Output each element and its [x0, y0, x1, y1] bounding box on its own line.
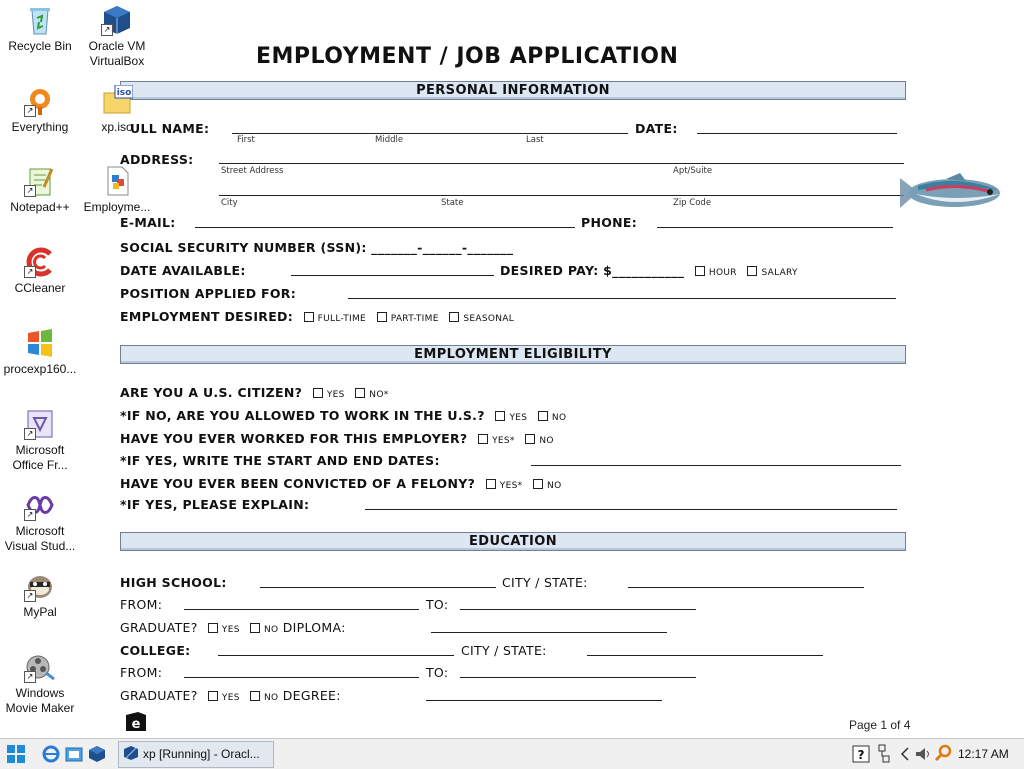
diploma-line[interactable]	[431, 632, 667, 633]
high-school-graduate-no-option: NO	[264, 625, 279, 635]
movie-maker-icon: ↗	[24, 651, 56, 683]
first-name-caption: First	[237, 135, 255, 145]
desktop-icon-ccleaner[interactable]: ↗ CCleaner	[0, 246, 80, 296]
college-graduate-label: GRADUATE?	[120, 688, 198, 703]
work-allowed-question-row	[120, 408, 566, 423]
college-graduate-no-checkbox[interactable]	[250, 691, 260, 701]
phone-label: PHONE:	[581, 215, 638, 230]
part-time-checkbox[interactable]	[377, 312, 387, 322]
desktop-icon-mypal[interactable]: ↗ MyPal	[0, 570, 80, 620]
start-end-dates-label: *IF YES, WRITE THE START AND END DATES:	[120, 453, 440, 468]
desktop-icon-everything[interactable]: ↗ Everything	[0, 85, 80, 135]
virtualbox-task-icon	[123, 745, 139, 761]
svg-text:iso: iso	[116, 88, 132, 98]
worked-before-question: HAVE YOU EVER WORKED FOR THIS EMPLOYER?	[120, 431, 468, 446]
network-tray-icon[interactable]	[877, 744, 891, 769]
high-school-graduate-yes-option: YES	[221, 625, 240, 635]
visual-studio-icon: ↗	[24, 489, 56, 521]
svg-text:?: ?	[857, 748, 865, 762]
citizen-question: ARE YOU A U.S. CITIZEN?	[120, 385, 303, 400]
high-school-graduate-row	[120, 620, 346, 635]
college-graduate-row	[120, 688, 341, 703]
office-icon: ↗	[24, 408, 56, 440]
work-allowed-question: *IF NO, ARE YOU ALLOWED TO WORK IN THE U.S.?	[120, 408, 485, 423]
high-school-graduate-yes-checkbox[interactable]	[208, 623, 218, 633]
position-applied-label: POSITION APPLIED FOR:	[120, 286, 297, 301]
taskbar-task-virtualbox-xp[interactable]	[118, 741, 274, 768]
college-graduate-no-option: NO	[264, 693, 279, 703]
last-name-caption: Last	[526, 135, 544, 145]
citizen-no-option: NO*	[369, 390, 389, 400]
date-available-label: DATE AVAILABLE:	[120, 263, 246, 278]
email-label: E-MAIL:	[120, 215, 176, 230]
desktop-icon-procexp[interactable]: procexp160...	[0, 327, 80, 377]
desktop-icon-movie-maker[interactable]: ↗ Windows Movie Maker	[0, 651, 80, 716]
document-title: EMPLOYMENT / JOB APPLICATION	[256, 44, 679, 69]
high-school-graduate-no-checkbox[interactable]	[250, 623, 260, 633]
apt-suite-caption: Apt/Suite	[673, 166, 713, 176]
high-school-graduate-label: GRADUATE?	[120, 620, 198, 635]
section-education: EDUCATION	[120, 532, 906, 551]
diploma-label: DIPLOMA:	[282, 620, 346, 635]
worked-before-yes-checkbox[interactable]	[478, 434, 488, 444]
search-tray-icon[interactable]	[934, 744, 952, 767]
college-city-state-label: CITY / STATE:	[461, 643, 547, 658]
citizen-no-checkbox[interactable]	[355, 388, 365, 398]
start-end-dates-line[interactable]	[531, 465, 901, 466]
taskbar	[0, 738, 1024, 769]
middle-name-caption: Middle	[375, 135, 404, 145]
date-line[interactable]	[697, 133, 897, 134]
page-indicator: Page 1 of 4	[849, 718, 911, 732]
citizen-yes-option: YES	[326, 390, 345, 400]
desktop-icon-virtualbox[interactable]: ↗ Oracle VM VirtualBox	[77, 4, 157, 69]
speaker-tray-icon[interactable]	[914, 745, 932, 768]
desired-pay-row	[500, 263, 798, 278]
college-city-state-line[interactable]	[587, 655, 823, 656]
felony-no-checkbox[interactable]	[533, 479, 543, 489]
position-applied-line[interactable]	[348, 298, 896, 299]
college-to-line[interactable]	[460, 677, 696, 678]
desktop-fish-icon	[896, 172, 1006, 214]
document-file-icon	[101, 165, 133, 197]
college-graduate-yes-checkbox[interactable]	[208, 691, 218, 701]
svg-text:e: e	[131, 717, 141, 732]
zip-caption: Zip Code	[673, 198, 712, 208]
recycle-bin-icon	[24, 4, 56, 36]
part-time-option: PART-TIME	[390, 314, 439, 324]
phone-line[interactable]	[657, 227, 893, 228]
college-line[interactable]	[218, 655, 454, 656]
felony-question: HAVE YOU EVER BEEN CONVICTED OF A FELONY?	[120, 476, 476, 491]
citizen-question-row	[120, 385, 389, 400]
high-school-city-state-line[interactable]	[628, 587, 864, 588]
desired-pay-label: DESIRED PAY: $___________	[500, 263, 685, 278]
college-label: COLLEGE:	[120, 643, 191, 658]
notepad-plus-plus-icon: ↗	[24, 165, 56, 197]
college-from-line[interactable]	[184, 677, 419, 678]
seasonal-checkbox[interactable]	[449, 312, 459, 322]
felony-no-option: NO	[547, 481, 562, 491]
employment-desired-label: EMPLOYMENT DESIRED:	[120, 309, 294, 324]
full-name-line[interactable]	[232, 133, 628, 134]
taskbar-clock[interactable]: 12:17 AM	[958, 747, 1009, 761]
start-button[interactable]	[6, 744, 26, 764]
full-time-checkbox[interactable]	[304, 312, 314, 322]
quicklaunch-explorer-icon[interactable]	[65, 745, 83, 768]
city-caption: City	[221, 198, 238, 208]
street-address-line[interactable]	[219, 163, 904, 164]
desktop-icon-employment-doc[interactable]: Employme...	[77, 165, 157, 215]
section-employment-eligibility: EMPLOYMENT ELIGIBILITY	[120, 345, 906, 364]
desktop-icon-notepad-plus-plus[interactable]: ↗ Notepad++	[0, 165, 80, 215]
desktop-icon-xp-iso[interactable]: iso xp.iso	[77, 85, 157, 135]
state-caption: State	[441, 198, 464, 208]
seasonal-option: SEASONAL	[463, 314, 515, 324]
employment-desired-row	[120, 309, 514, 324]
high-school-label: HIGH SCHOOL:	[120, 575, 227, 590]
full-time-option: FULL-TIME	[317, 314, 367, 324]
address-label: ADDRESS:	[120, 152, 194, 167]
worked-before-yes-option: YES*	[492, 436, 515, 446]
high-school-from-label: FROM:	[120, 597, 163, 612]
work-allowed-yes-option: YES	[509, 413, 528, 423]
degree-label: DEGREE:	[282, 688, 341, 703]
desktop-icon-office[interactable]: ↗ Microsoft Office Fr...	[0, 408, 80, 473]
felony-explain-label: *IF YES, PLEASE EXPLAIN:	[120, 497, 310, 512]
quicklaunch-ie-icon[interactable]	[42, 745, 60, 768]
felony-explain-line[interactable]	[365, 509, 897, 510]
worked-before-question-row	[120, 431, 554, 446]
ssn-label: SOCIAL SECURITY NUMBER (SSN): _______-______-_______	[120, 240, 514, 255]
desktop-icon-visual-studio[interactable]: ↗ Microsoft Visual Stud...	[0, 489, 80, 554]
degree-line[interactable]	[426, 700, 662, 701]
work-allowed-yes-checkbox[interactable]	[495, 411, 505, 421]
date-label: DATE:	[635, 121, 678, 136]
iso-file-icon	[101, 85, 133, 117]
full-name-label: ULL NAME:	[130, 121, 210, 136]
ccleaner-icon: ↗	[24, 246, 56, 278]
mypal-browser-icon: ↗	[24, 570, 56, 602]
felony-yes-checkbox[interactable]	[486, 479, 496, 489]
worked-before-no-option: NO	[539, 436, 554, 446]
quicklaunch-virtualbox-icon[interactable]	[88, 745, 106, 768]
citizen-yes-checkbox[interactable]	[313, 388, 323, 398]
help-tray-icon[interactable]	[852, 745, 870, 768]
salary-checkbox[interactable]	[747, 266, 757, 276]
hour-option: HOUR	[708, 268, 737, 278]
high-school-to-label: TO:	[426, 597, 449, 612]
process-explorer-icon	[24, 327, 56, 359]
work-allowed-no-option: NO	[551, 413, 567, 423]
high-school-from-line[interactable]	[184, 609, 419, 610]
desktop-icon-recycle-bin[interactable]: Recycle Bin	[0, 4, 80, 54]
form-logo-icon	[124, 711, 148, 733]
email-line[interactable]	[195, 227, 575, 228]
street-address-caption: Street Address	[221, 166, 284, 176]
everything-search-icon: ↗	[24, 85, 56, 117]
worked-before-no-checkbox[interactable]	[525, 434, 535, 444]
high-school-to-line[interactable]	[460, 609, 696, 610]
section-personal-information: PERSONAL INFORMATION	[120, 81, 906, 100]
task-label: xp [Running] - Oracl...	[143, 747, 260, 761]
city-state-zip-line[interactable]	[219, 195, 904, 196]
high-school-city-state-label: CITY / STATE:	[502, 575, 588, 590]
college-to-label: TO:	[426, 665, 449, 680]
salary-option: SALARY	[761, 268, 798, 278]
felony-question-row	[120, 476, 561, 491]
date-available-line[interactable]	[291, 275, 494, 276]
virtualbox-icon: ↗	[101, 4, 133, 36]
felony-yes-option: YES*	[499, 481, 523, 491]
college-from-label: FROM:	[120, 665, 163, 680]
windows-logo-icon	[6, 744, 26, 764]
high-school-line[interactable]	[260, 587, 496, 588]
work-allowed-no-checkbox[interactable]	[538, 411, 548, 421]
chevron-left-icon[interactable]	[899, 745, 911, 768]
hour-checkbox[interactable]	[695, 266, 705, 276]
college-graduate-yes-option: YES	[221, 693, 240, 703]
